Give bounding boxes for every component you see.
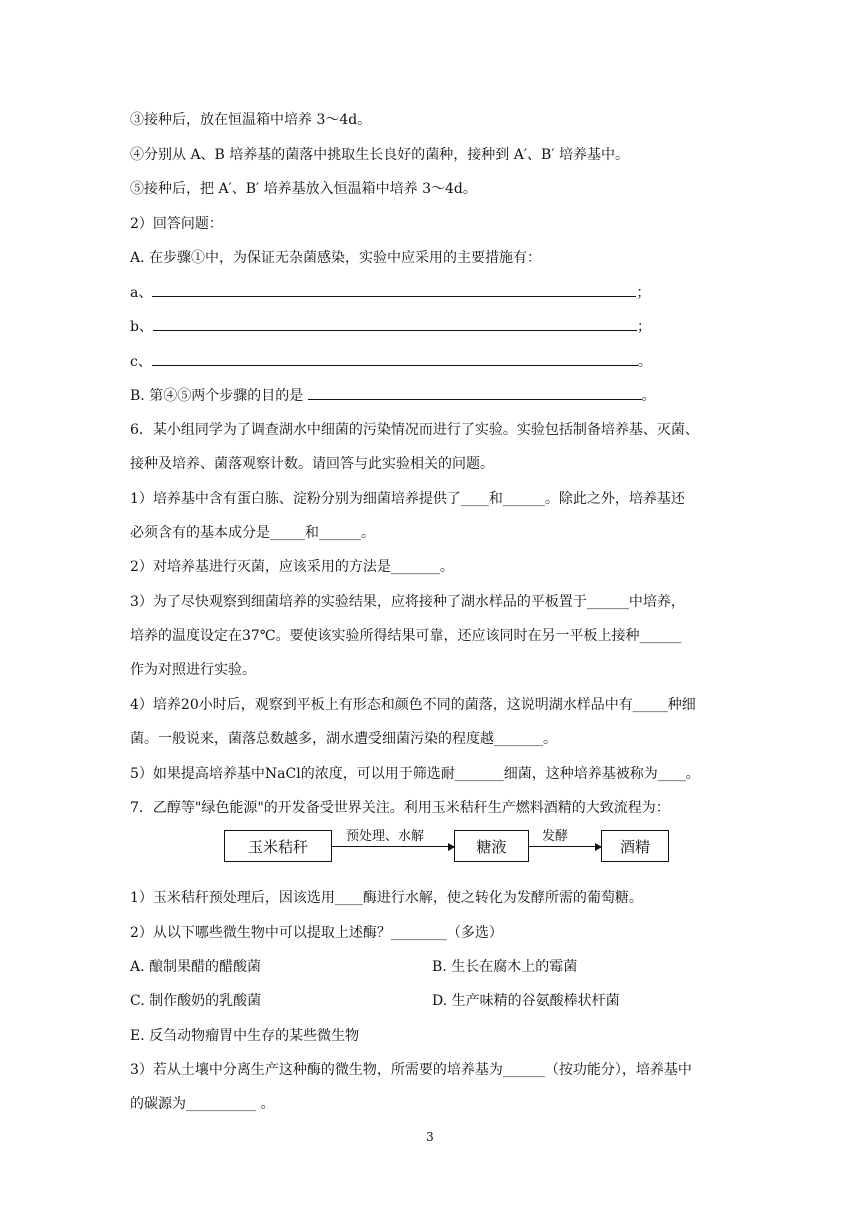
flow-box-sugar: 糖液: [454, 830, 529, 862]
text-line: 4）培养20小时后，观察到平板上有形态和颜色不同的菌落，这说明湖水样品中有_____种细: [130, 697, 696, 713]
text-line: 培养的温度设定在37℃。要使该实验所得结果可靠，还应该同时在另一平板上接种______: [130, 628, 682, 644]
answer-line-c: [130, 351, 652, 372]
answer-end: 。: [641, 388, 656, 404]
text-line: 2）对培养基进行灭菌，应该采用的方法是_______。: [130, 559, 454, 575]
option-a: A. 酿制果醋的醋酸菌: [130, 959, 262, 975]
answer-end: ；: [636, 319, 651, 335]
process-flow-diagram: [224, 826, 674, 870]
option-e: E. 反刍动物瘤胃中生存的某些微生物: [130, 1028, 360, 1044]
option-d: D. 生产味精的谷氨酸棒状杆菌: [432, 993, 620, 1009]
answer-label: a、: [130, 285, 153, 301]
answer-label: B. 第④⑤两个步骤的目的是: [130, 388, 304, 404]
answer-blank[interactable]: [153, 316, 637, 331]
text-line: ④分别从 A、B 培养基的菌落中挑取生长良好的菌种，接种到 A′、B′ 培养基中。: [130, 147, 629, 163]
flow-box-alcohol: 酒精: [601, 830, 669, 862]
flow-arrow-label: 预处理、水解: [346, 829, 425, 844]
text-line: 3）为了尽快观察到细菌培养的实验结果，应将接种了湖水样品的平板置于______中培养，: [130, 594, 685, 610]
answer-line-purpose: [130, 385, 656, 406]
text-line: 3）若从土壤中分离生产这种酶的微生物，所需要的培养基为______（按功能分），培养基中: [130, 1062, 692, 1078]
text-line: 的碳源为__________ 。: [130, 1096, 275, 1112]
answer-line-a: [130, 282, 650, 303]
flow-box-corn-stalk: 玉米秸秆: [224, 830, 332, 862]
flow-arrow-label: 发酵: [542, 829, 569, 844]
text-line: 2）从以下哪些微生物中可以提取上述酶？________（多选）: [130, 925, 503, 941]
text-line: 1）培养基中含有蛋白胨、淀粉分别为细菌培养提供了____和______。除此之外，培养基还: [130, 491, 685, 507]
answer-label: b、: [130, 319, 153, 335]
text-line: 1）玉米秸秆预处理后，因该选用____酶进行水解，使之转化为发酵所需的葡萄糖。: [130, 890, 643, 906]
flow-arrow-ferment: [529, 846, 601, 847]
text-line: ⑤接种后，把 A′、B′ 培养基放入恒温箱中培养 3～4d。: [130, 181, 477, 197]
text-line: A. 在步骤①中，为保证无杂菌感染，实验中应采用的主要措施有：: [130, 250, 542, 266]
question-6: 6．某小组同学为了调查湖水中细菌的污染情况而进行了实验。实验包括制备培养基、灭菌、: [130, 422, 699, 438]
option-b: B. 生长在腐木上的霉菌: [432, 959, 578, 975]
answer-blank[interactable]: [152, 351, 638, 366]
answer-blank[interactable]: [308, 385, 642, 400]
text-line: 5）如果提高培养基中NaCl的浓度，可以用于筛选耐_______细菌，这种培养基被称为____。: [130, 766, 700, 782]
flow-arrow-pretreat: [332, 846, 454, 847]
answer-blank[interactable]: [152, 282, 636, 297]
text-line: 必须含有的基本成分是_____和______。: [130, 525, 375, 541]
answer-line-b: [130, 316, 651, 337]
answer-label: c、: [130, 354, 152, 370]
text-line: 菌。一般说来，菌落总数越多，湖水遭受细菌污染的程度越_______。: [130, 731, 557, 747]
answer-end: ；: [636, 285, 651, 301]
text-line: 接种及培养、菌落观察计数。请回答与此实验相关的问题。: [130, 456, 494, 472]
question-7: 7．乙醇等"绿色能源"的开发备受世界关注。利用玉米秸秆生产燃料酒精的大致流程为：: [130, 800, 670, 816]
answer-end: 。: [637, 354, 652, 370]
option-c: C. 制作酸奶的乳酸菌: [130, 993, 262, 1009]
text-line: 2）回答问题：: [130, 216, 223, 232]
page-number: 3: [426, 1130, 434, 1144]
text-line: 作为对照进行实验。: [130, 662, 256, 678]
text-line: ③接种后，放在恒温箱中培养 3～4d。: [130, 112, 372, 128]
